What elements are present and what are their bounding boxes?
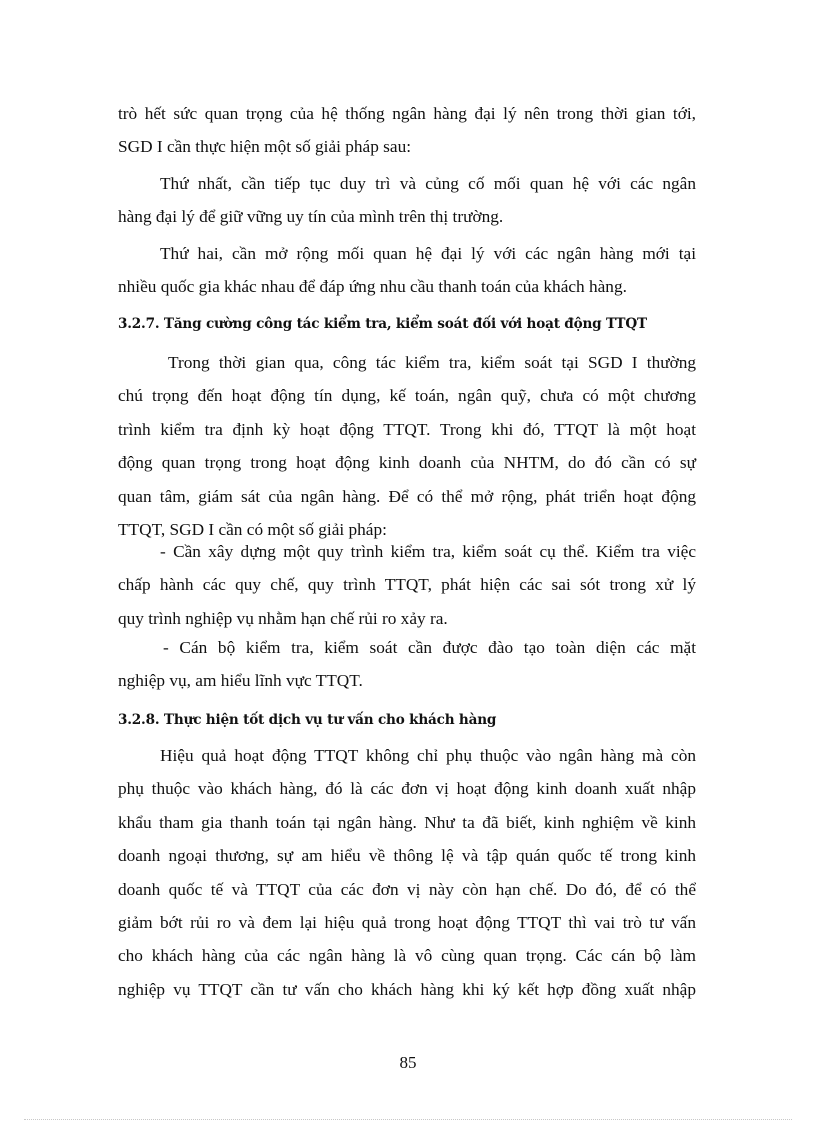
text-line: Thứ hai, cần mở rộng mối quan hệ đại lý với các ngân hàng mới tại [160, 244, 696, 263]
text-line: - Cần xây dựng một quy trình kiểm tra, kiểm soát cụ thể. Kiểm tra việc [160, 542, 696, 561]
text-line: trình kiểm tra định kỳ hoạt động TTQT. Trong khi đó, TTQT là một hoạt [118, 419, 696, 439]
text-line: nghiệp vụ, am hiểu lĩnh vực TTQT. [118, 671, 363, 691]
text-line: Hiệu quả hoạt động TTQT không chỉ phụ thuộc vào ngân hàng mà còn [160, 746, 696, 765]
text-line: chấp hành các quy chế, quy trình TTQT, phát hiện các sai sót trong xử lý [118, 575, 696, 595]
text-line: phụ thuộc vào khách hàng, đó là các đơn vị hoạt động kinh doanh xuất nhập [118, 779, 696, 799]
text-line: hàng đại lý để giữ vững uy tín của mình trên thị trường. [118, 207, 504, 227]
text-line: - Cán bộ kiểm tra, kiểm soát cần được đào tạo toàn diện các mặt [163, 638, 696, 657]
paragraph-bullet-2 [118, 631, 696, 698]
text-line: TTQT, SGD I cần có một số giải pháp: [118, 520, 387, 540]
paragraph-second-solution [118, 237, 696, 304]
text-line: doanh quốc tế và TTQT của các đơn vị này còn hạn chế. Do đó, để có thể [118, 879, 696, 899]
page-number: 85 [399, 1053, 417, 1072]
paragraph-advisory [118, 739, 696, 1006]
paragraph-inspection [118, 346, 696, 546]
text-line: chú trọng đến hoạt động tín dụng, kế toán, ngân quỹ, chưa có một chương [118, 386, 696, 406]
text-line: Trong thời gian qua, công tác kiểm tra, kiểm soát tại SGD I thường [168, 353, 696, 372]
text-line: trò hết sức quan trọng của hệ thống ngân hàng đại lý nên trong thời gian tới, [118, 104, 696, 123]
paragraph-continuation [118, 97, 696, 164]
text-line: nhiều quốc gia khác nhau để đáp ứng nhu cầu thanh toán của khách hàng. [118, 277, 627, 297]
text-line: Thứ nhất, cần tiếp tục duy trì và củng cố mối quan hệ với các ngân [160, 174, 696, 193]
text-line: doanh ngoại thương, sự am hiểu về thông lệ và tập quán quốc tế trong kinh [118, 846, 696, 866]
text-line: giảm bớt rủi ro và đem lại hiệu quả trong hoạt động TTQT thì vai trò tư vấn [118, 913, 696, 933]
page-bottom-divider [24, 1119, 792, 1120]
text-line: SGD I cần thực hiện một số giải pháp sau: [118, 137, 412, 157]
section-heading-3-2-8: 3.2.8. Thực hiện tốt dịch vụ tư vấn cho khách hàng [118, 712, 497, 728]
paragraph-bullet-1 [118, 535, 696, 635]
paragraph-first-solution [118, 167, 696, 234]
text-line: cho khách hàng của các ngân hàng là vô cùng quan trọng. Các cán bộ làm [118, 946, 696, 966]
section-heading-3-2-7: 3.2.7. Tăng cường công tác kiểm tra, kiểm soát đối với hoạt động TTQT [118, 316, 647, 332]
text-line: khẩu tham gia thanh toán tại ngân hàng. Như ta đã biết, kinh nghiệm về kinh [118, 812, 696, 832]
text-line: quy trình nghiệp vụ nhằm hạn chế rủi ro xảy ra. [118, 608, 448, 628]
text-line: nghiệp vụ TTQT cần tư vấn cho khách hàng khi ký kết hợp đồng xuất nhập [118, 979, 696, 999]
text-line: quan tâm, giám sát của ngân hàng. Để có thể mở rộng, phát triển hoạt động [118, 486, 696, 506]
text-line: động quan trọng trong hoạt động kinh doanh của NHTM, do đó cần có sự [118, 453, 696, 473]
